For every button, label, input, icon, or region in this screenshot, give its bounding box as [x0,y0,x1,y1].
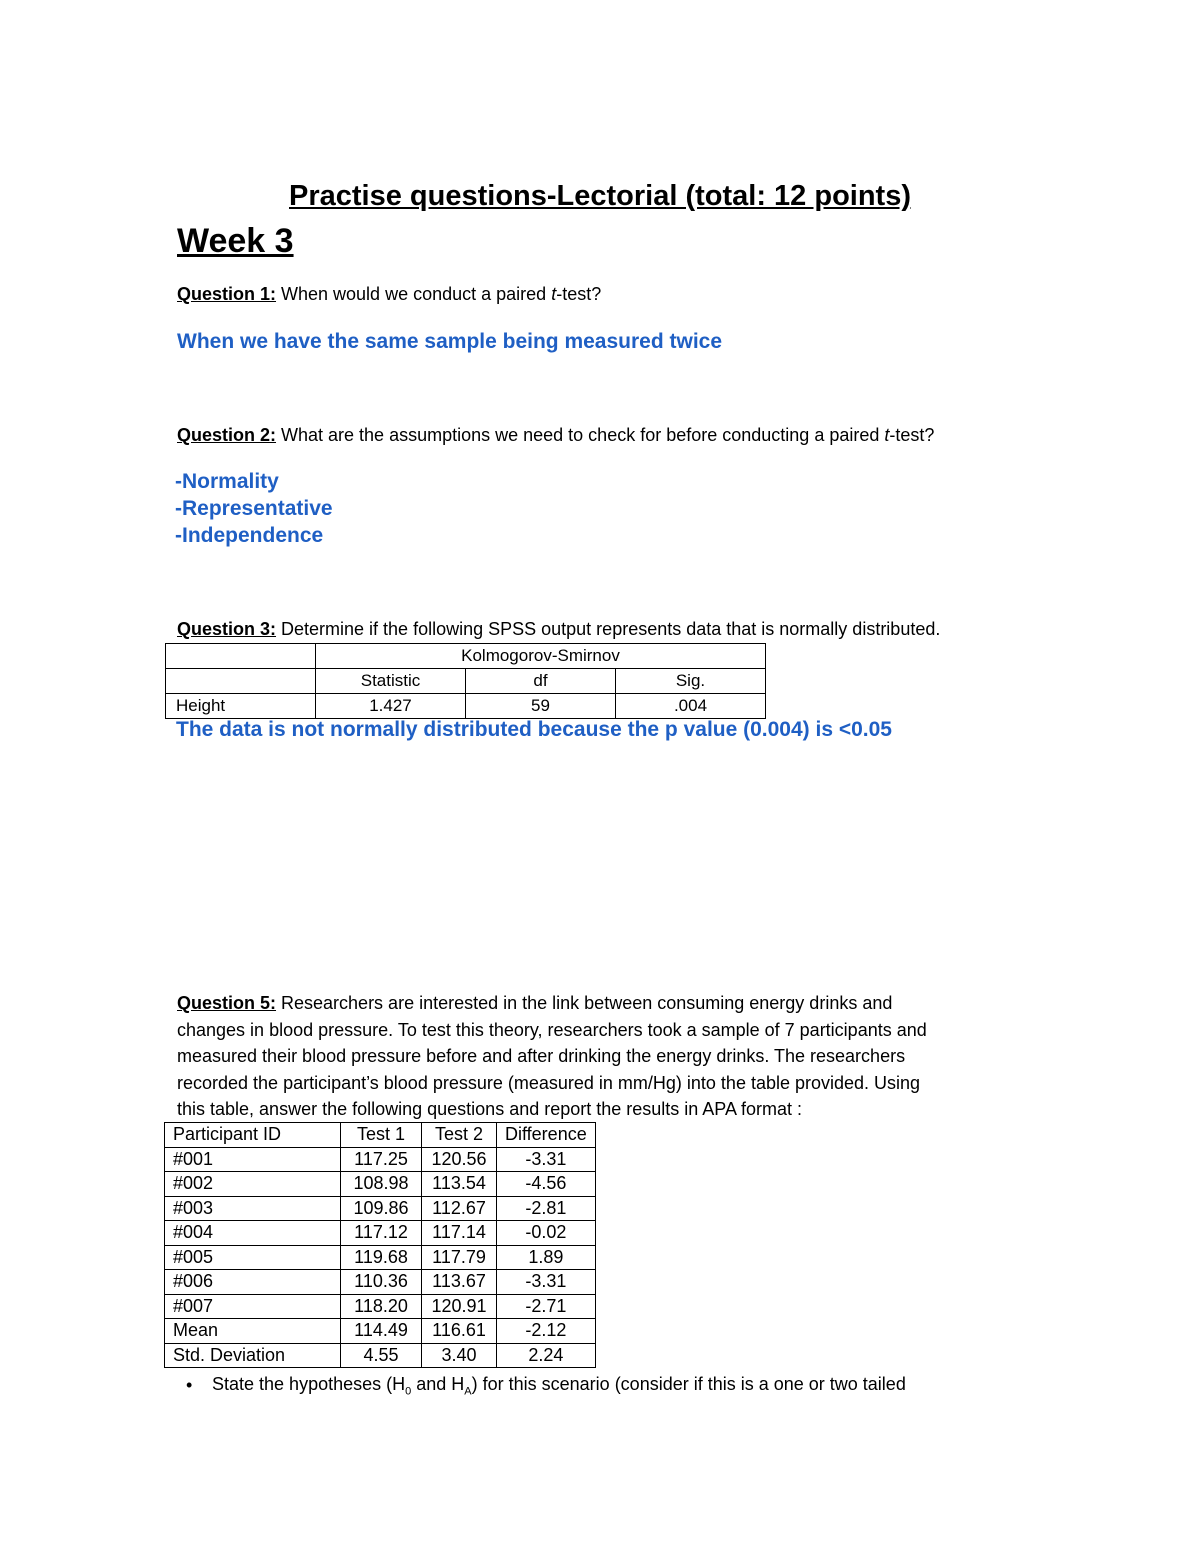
question-5-line: recorded the participant’s blood pressure (measured in mm/Hg) into the table provided. Using [177,1072,921,1093]
table-cell: 117.12 [341,1221,422,1246]
table-cell: 120.91 [422,1294,497,1319]
row-label: #004 [165,1221,341,1246]
week-heading: Week 3 [177,222,294,260]
table-cell: -4.56 [497,1172,596,1197]
question-5-label: Question 5: [177,993,277,1013]
row-label: #007 [165,1294,341,1319]
table-cell: 109.86 [341,1196,422,1221]
question-1 [177,284,601,305]
bullet-text: ) for this scenario (consider if this is a one or two tailed [471,1374,906,1394]
question-1-label: Question 1: [177,284,277,304]
row-label: #006 [165,1270,341,1295]
answer-2-item: -Normality [175,470,279,493]
column-header: Sig. [616,669,766,694]
page-title: Practise questions-Lectorial (total: 12 points) [289,180,911,212]
table-row [165,1245,596,1270]
table-cell: 1.89 [497,1245,596,1270]
question-3 [177,619,940,640]
bullet-sub: A [464,1385,472,1398]
table-row [166,669,766,694]
table-cell: -3.31 [497,1147,596,1172]
table-cell [166,669,316,694]
table-cell: -2.81 [497,1196,596,1221]
table-cell: 117.25 [341,1147,422,1172]
table-cell: -3.31 [497,1270,596,1295]
answer-2-item: -Representative [175,497,333,520]
table-cell: 119.68 [341,1245,422,1270]
question-5-line: measured their blood pressure before and after drinking the energy drinks. The researchers [177,1046,906,1066]
column-header: Participant ID [165,1123,341,1148]
table-row [165,1147,596,1172]
table-row [165,1172,596,1197]
question-2 [177,425,934,446]
table-cell: 118.20 [341,1294,422,1319]
table-cell: -2.12 [497,1319,596,1344]
table-cell: 113.54 [422,1172,497,1197]
table-row [165,1221,596,1246]
question-1-text-end: -test? [556,284,602,304]
column-header: Difference [497,1123,596,1148]
table-cell: 110.36 [341,1270,422,1295]
column-header: Test 2 [422,1123,497,1148]
table-row [165,1123,596,1148]
question-5-line: this table, answer the following questions and report the results in APA format : [177,1099,803,1119]
table-cell [166,644,316,669]
column-header: Test 1 [341,1123,422,1148]
bullet-icon: • [186,1375,193,1395]
table-cell: 113.67 [422,1270,497,1295]
row-label: Mean [165,1319,341,1344]
ks-group-header: Kolmogorov-Smirnov [316,644,766,669]
blood-pressure-table [164,1122,596,1368]
table-row [166,644,766,669]
table-cell: 120.56 [422,1147,497,1172]
table-cell: 2.24 [497,1343,596,1368]
bullet-text: and H [411,1374,465,1394]
table-cell: 116.61 [422,1319,497,1344]
table-cell: 108.98 [341,1172,422,1197]
question-5-line: Researchers are interested in the link between consuming energy drinks and [276,993,893,1013]
table-cell: 3.40 [422,1343,497,1368]
question-3-label: Question 3: [177,619,277,639]
question-2-text: What are the assumptions we need to check for before conducting a paired [276,425,885,445]
table-row [165,1270,596,1295]
bullet-sub: 0 [405,1385,412,1398]
row-label: #001 [165,1147,341,1172]
question-5 [177,990,1037,1123]
question-2-t: t [884,425,890,445]
table-cell: -2.71 [497,1294,596,1319]
column-header: Statistic [316,669,466,694]
table-cell: .004 [616,694,766,719]
question-2-label: Question 2: [177,425,277,445]
table-cell: 4.55 [341,1343,422,1368]
question-5-line: changes in blood pressure. To test this theory, researchers took a sample of 7 participants and [177,1019,927,1040]
table-row [165,1319,596,1344]
bullet-item [186,1374,906,1398]
table-row [165,1196,596,1221]
bullet-text: State the hypotheses (H [212,1374,406,1394]
row-label: Height [166,694,316,719]
answer-2-item: -Independence [175,524,324,547]
row-label: #005 [165,1245,341,1270]
table-cell: 59 [466,694,616,719]
table-cell: 117.79 [422,1245,497,1270]
answer-1: When we have the same sample being measured twice [177,330,723,353]
table-row [165,1343,596,1368]
answer-3: The data is not normally distributed because the p value (0.004) is <0.05 [176,718,892,741]
row-label: Std. Deviation [165,1343,341,1368]
column-header: df [466,669,616,694]
table-cell: 112.67 [422,1196,497,1221]
row-label: #003 [165,1196,341,1221]
ks-table [165,643,766,719]
question-1-text: When would we conduct a paired [276,284,552,304]
table-cell: 1.427 [316,694,466,719]
table-cell: 117.14 [422,1221,497,1246]
table-cell: 114.49 [341,1319,422,1344]
question-1-t: t [551,284,557,304]
row-label: #002 [165,1172,341,1197]
question-3-text: Determine if the following SPSS output represents data that is normally distributed. [276,619,941,639]
question-2-text-end: -test? [889,425,935,445]
table-row [166,694,766,719]
table-cell: -0.02 [497,1221,596,1246]
table-row [165,1294,596,1319]
